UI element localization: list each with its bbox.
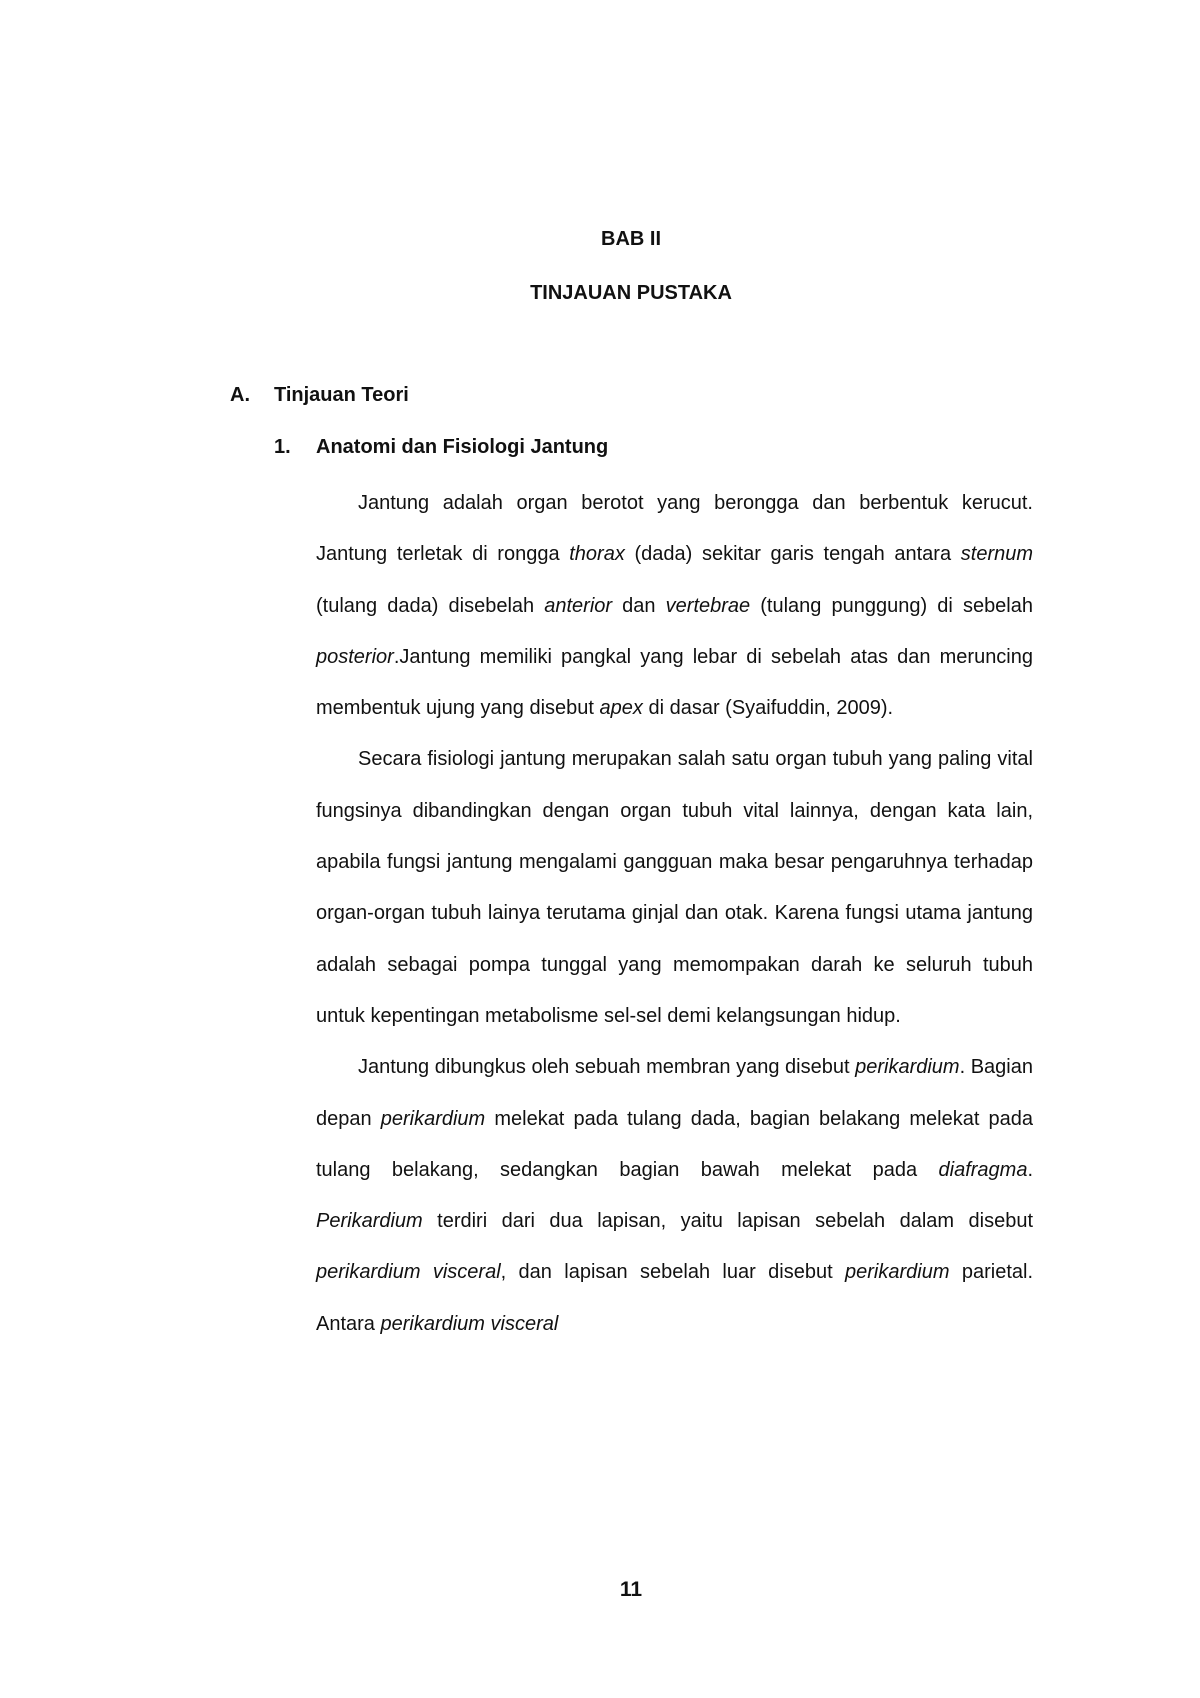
section-title: Tinjauan Teori <box>274 384 409 406</box>
paragraph-text: dan <box>612 594 666 617</box>
section-marker: A. <box>230 384 250 406</box>
italic-term: perikardium <box>855 1056 960 1079</box>
subsection-marker: 1. <box>274 436 291 458</box>
paragraph-text: terdiri dari dua lapisan, yaitu lapisan sebelah dalam disebut <box>422 1210 1033 1233</box>
paragraph-text: Secara fisiologi jantung merupakan salah satu organ tubuh yang paling vital fungsinya dibandingkan dengan organ tubuh vital lainnya, dengan kata lain, apabila fungsi jantung mengalami gangguan maka besar pengaruhnya terhadap organ-organ tubuh lainya terutama ginjal dan otak. Karena fungsi utama jantung adalah sebagai pompa tunggal yang memompakan darah ke seluruh tubuh untuk kepentingan metabolisme sel-sel demi kelangsungan hidup. <box>316 748 1033 1027</box>
italic-term: perikardium <box>380 1107 486 1130</box>
italic-term: posterior <box>316 645 394 668</box>
paragraph-text: (dada) sekitar garis tengah antara <box>624 543 961 566</box>
paragraph-text: Jantung dibungkus oleh sebuah membran yang disebut <box>358 1056 856 1079</box>
subsection-title: Anatomi dan Fisiologi Jantung <box>316 436 609 458</box>
chapter-title: TINJAUAN PUSTAKA <box>530 282 732 304</box>
paragraph-text: (tulang punggung) di sebelah <box>750 594 1033 617</box>
italic-term: anterior <box>544 594 613 617</box>
italic-term: diafragma <box>938 1158 1028 1181</box>
italic-term: perikardium <box>845 1261 950 1284</box>
italic-term: vertebrae <box>665 594 751 617</box>
paragraph-text: . Bagian depan <box>316 1056 1033 1130</box>
paragraph-text: (tulang dada) disebelah <box>316 594 545 617</box>
body-text <box>316 478 1033 1350</box>
page-number: 11 <box>619 1578 643 1601</box>
body-paragraph <box>316 478 1033 734</box>
paragraph-text: parietal. Antara <box>316 1261 1033 1335</box>
section-heading <box>230 384 409 407</box>
paragraph-text: .Jantung memiliki pangkal yang lebar di sebelah atas dan meruncing membentuk ujung yang disebut <box>316 645 1033 720</box>
italic-term: perikardium visceral <box>380 1312 559 1335</box>
italic-term: Perikardium <box>316 1210 423 1233</box>
body-paragraph <box>316 734 1033 1042</box>
italic-term: perikardium visceral <box>316 1261 501 1284</box>
italic-term: thorax <box>569 543 625 566</box>
italic-term: apex <box>599 697 643 720</box>
subsection-heading <box>274 436 608 459</box>
chapter-number: BAB II <box>601 228 661 250</box>
paragraph-text: di dasar (Syaifuddin, 2009). <box>642 697 894 720</box>
body-paragraph <box>316 1042 1033 1350</box>
paragraph-text: , dan lapisan sebelah luar disebut <box>500 1261 845 1284</box>
paragraph-text: melekat pada tulang dada, bagian belakang melekat pada tulang belakang, sedangkan bagian bawah melekat pada <box>316 1107 1033 1181</box>
paragraph-text: . <box>1027 1158 1033 1181</box>
italic-term: sternum <box>960 543 1034 566</box>
paragraph-text: Jantung adalah organ berotot yang berongga dan berbentuk kerucut. Jantung terletak di rongga <box>316 492 1033 566</box>
